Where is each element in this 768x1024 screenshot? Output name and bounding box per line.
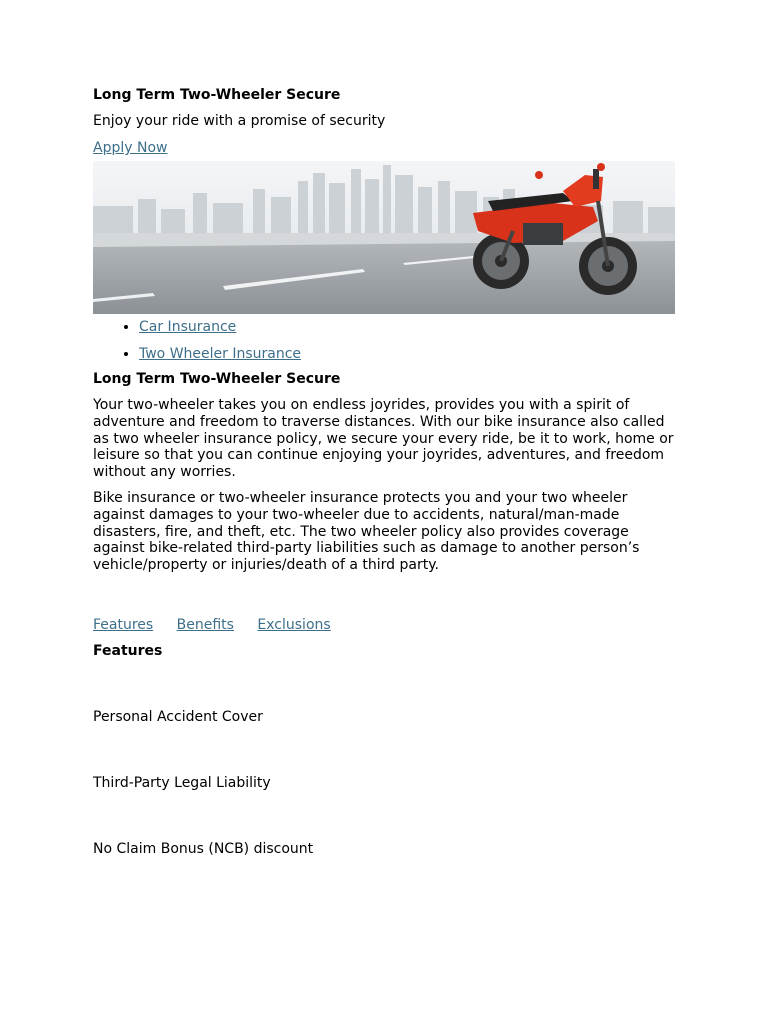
apply-now-link[interactable]: Apply Now xyxy=(93,140,168,156)
breadcrumb-item xyxy=(139,318,675,336)
feature-item: Third-Party Legal Liability xyxy=(93,774,271,791)
section-tabs xyxy=(93,616,675,634)
intro-paragraph: Your two-wheeler takes you on endless joyrides, provides you with a spirit of adventure and freedom to traverse distances. With our bike insurance also called as two wheeler insurance policy, we secure your every ride, be it to work, home or leisure so that you can continue enjoying your joyrides, adventures, and freedom without any worries. xyxy=(93,397,674,481)
breadcrumb-item xyxy=(139,345,675,363)
hero-title: Long Term Two-Wheeler Secure xyxy=(93,87,341,103)
car-insurance-link[interactable]: Car Insurance xyxy=(139,319,237,335)
section-title: Long Term Two-Wheeler Secure xyxy=(93,371,341,387)
banner-image xyxy=(93,161,675,314)
tab-benefits[interactable]: Benefits xyxy=(176,616,234,633)
feature-item: No Claim Bonus (NCB) discount xyxy=(93,840,314,857)
hero-subtitle: Enjoy your ride with a promise of security xyxy=(93,113,386,129)
features-heading: Features xyxy=(93,642,163,659)
breadcrumb-list xyxy=(93,318,675,363)
feature-item: Personal Accident Cover xyxy=(93,708,263,725)
tab-features[interactable]: Features xyxy=(93,616,154,633)
two-wheeler-insurance-link[interactable]: Two Wheeler Insurance xyxy=(139,346,302,362)
tab-exclusions[interactable]: Exclusions xyxy=(257,616,331,633)
coverage-paragraph: Bike insurance or two-wheeler insurance protects you and your two wheeler against damages to your two-wheeler due to accidents, natural/man-made disasters, fire, and theft, etc. The two wheeler policy also provides coverage against bike-related third-party liabilities such as damage to another person’s vehicle/property or injuries/death of a third party. xyxy=(93,489,640,574)
page-content xyxy=(93,86,675,858)
